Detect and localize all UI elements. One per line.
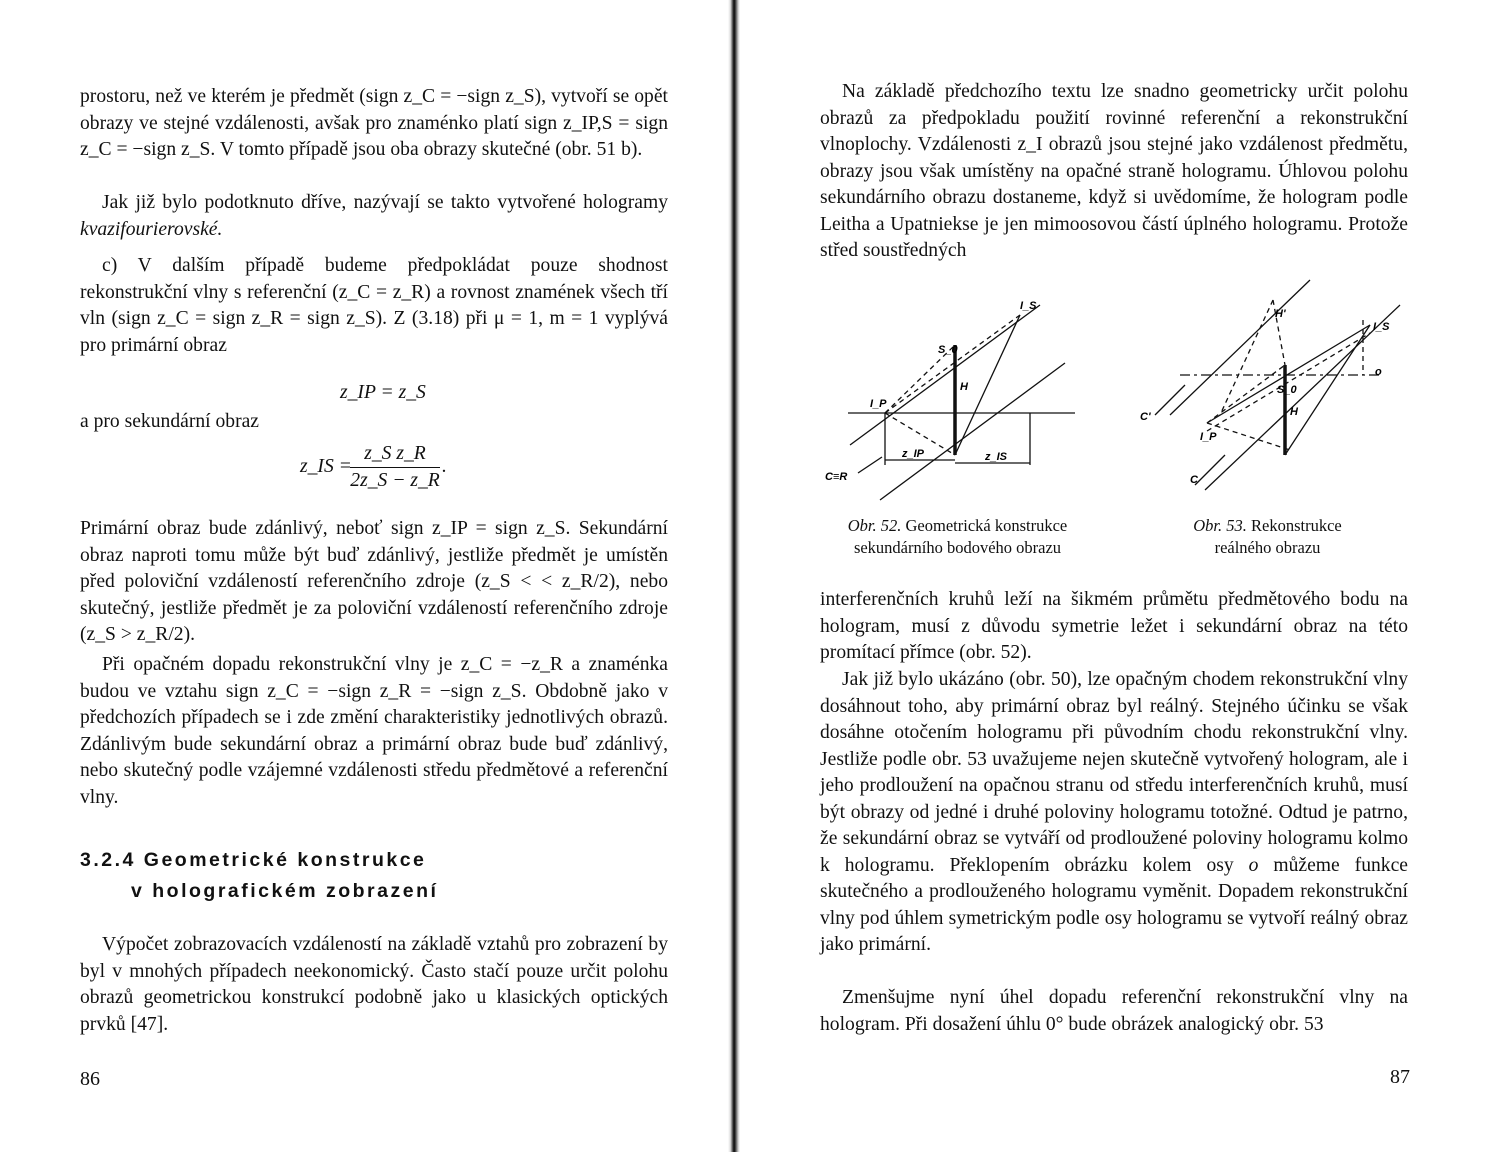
- right-para-2: interferenčních kruhů leží na šikmém průmětu předmětového bodu na hologram, musí z důvodu symetrie ležet i sekundární obraz na této promítací přímce (obr. 52).: [820, 589, 1408, 663]
- figure-52-caption: [820, 515, 1095, 559]
- fig53-arrow-c: [1195, 455, 1225, 485]
- fig53-ray2: [1207, 325, 1370, 423]
- fig52-caption-line2: sekundárního bodového obrazu: [853, 538, 1062, 557]
- fig53-ray4: [1207, 365, 1285, 423]
- fig52-label-ip: I_P: [870, 398, 887, 410]
- fig53-caption-line1: Rekonstrukce: [1251, 516, 1342, 535]
- fig52-label-cr: C≡R: [825, 471, 848, 483]
- fig53-arrow-c1: [1155, 385, 1185, 415]
- figure-53-diagram: [1135, 275, 1410, 505]
- fig52-label-zis: z_IS: [985, 451, 1008, 463]
- left-para-3: c) V dalším případě budeme předpokládat pouze shodnost rekonstrukční vlny s referenční (z_C = z_R) a rovnost znamének všech tří vln (sign z_C = sign z_R = sign z_S). Z (3.18) při μ = 1, m = 1 vyplývá pro primární obraz: [80, 255, 668, 356]
- right-para-1: Na základě předchozího textu lze snadno geometricky určit polohu obrazů za předpokladu použití rovinné referenční a rekonstrukční vlnoplochy. Vzdálenosti z_I obrazů jsou stejné jako vzdálenost předmětu, obrazy jsou však umístěny na opačné straně hologramu. Úhlovou polohu sekundárního obrazu dostaneme, když si uvědomíme, že hologram podle Leitha a Upatniekse je jen mimoosovou částí úplného hologramu. Protože střed soustředných: [820, 81, 1408, 261]
- fig53-caption-line2: reálného obrazu: [1214, 538, 1321, 557]
- fig52-caption-num: Obr. 52.: [847, 516, 902, 535]
- fig53-caption-num: Obr. 53.: [1193, 516, 1247, 535]
- equation-zis-fraction: [350, 443, 440, 492]
- equation-zis-lhs: z_IS =: [300, 456, 352, 477]
- equation-zis-period: .: [442, 456, 447, 477]
- left-para-5: Primární obraz bude zdánlivý, neboť sign z_IP = sign z_S. Sekundární obraz naproti tomu může být buď zdánlivý, jestliže předmět je umístěn před poloviční vzdáleností referenčního zdroje (z_S < < z_R/2), nebo skutečný, jestliže předmět je za poloviční vzdáleností referenčního zdroje (z_S > z_R/2).: [80, 518, 668, 645]
- fig53-ray1: [1285, 325, 1370, 455]
- left-para-1: prostoru, než ve kterém je předmět (sign z_C = −sign z_S), vytvoří se opět obrazy ve stejné vzdálenosti, avšak pro znaménko platí sign z_IP,S = sign z_C = −sign z_S. V tomto případě jsou oba obrazy skutečné (obr. 51 b).: [80, 86, 668, 160]
- section-heading-line2: v holografickém zobrazení: [131, 880, 439, 902]
- fig53-label-ip: I_P: [1200, 431, 1217, 443]
- fig52-ref-line: [880, 363, 1065, 500]
- right-para-4: Zmenšujme nyní úhel dopadu referenční rekonstrukční vlny na hologram. Při dosažení úhlu 0° bude obrázek analogický obr. 53: [820, 987, 1408, 1035]
- fig52-label-so: S_0: [938, 344, 958, 356]
- fig52-label-zip: z_IP: [902, 448, 925, 460]
- fig53-label-h: H: [1290, 406, 1298, 418]
- fig53-label-h1: H': [1275, 308, 1286, 320]
- left-para-6: Při opačném dopadu rekonstrukční vlny je z_C = −z_R a znaménka budou ve vztahu sign z_C = −sign z_R = −sign z_S. Obdobně jako v předchozích případech se i zde změní charakteristiky jednotlivých obrazů. Zdánlivým bude sekundární obraz a primární obraz bude buď zdánlivý, nebo skutečný podle vzájemné vzdálenosti středu předmětové a referenční vlny.: [80, 654, 668, 808]
- fig53-label-so: S_0: [1277, 384, 1297, 396]
- fig53-ray5: [1207, 423, 1290, 450]
- fig52-hologram-line: [850, 305, 1040, 445]
- figure-53-caption: [1155, 515, 1380, 559]
- page-number-left: 86: [80, 1068, 100, 1090]
- figure-52-diagram: [810, 295, 1085, 505]
- equation-zip: z_IP = z_S: [340, 382, 426, 403]
- section-heading-line1: 3.2.4 Geometrické konstrukce: [80, 849, 427, 871]
- fig53-label-o: o: [1375, 366, 1382, 378]
- fig53-ray3: [1207, 333, 1370, 431]
- fig53-label-is: I_S: [1373, 321, 1390, 333]
- fig52-arrow: [858, 457, 882, 473]
- left-para-7: Výpočet zobrazovacích vzdáleností na základě vztahů pro zobrazení by byl v mnohých případech neekonomický. Často stačí pouze určit polohu obrazů geometrickou konstrukcí podobně jako u klasických optických prvků [47].: [80, 934, 668, 1035]
- fig52-label-is: I_S: [1020, 300, 1037, 312]
- fig53-label-c: C: [1190, 474, 1198, 486]
- left-page: [0, 0, 735, 1152]
- fig52-label-h: H: [960, 381, 968, 393]
- fig53-label-c1: C': [1140, 411, 1151, 423]
- fig52-caption-line1: Geometrická konstrukce: [905, 516, 1068, 535]
- left-para-4: a pro sekundární obraz: [80, 411, 259, 432]
- fig53-ref-line: [1205, 305, 1400, 490]
- fig52-ray2: [885, 315, 1020, 413]
- right-para-3: Jak již bylo ukázáno (obr. 50), lze opačným chodem rekonstrukční vlny dosáhnout toho, aby primární obraz byl reálný. Stejného účinku se však dosáhne otočením hologramu při původním chodu rekonstrukční vlny. Jestliže podle obr. 53 uvažujeme nejen skutečně vytvořený hologram, ale i jeho prodloužení na opačnou stranu od středu interferenčních kruhů, musí být obrazy od jedné i druhé poloviny hologramu totožné. Odtud je patrno, že sekundární obraz se vytváří od prodloužené poloviny hologramu kolmo k hologramu. Překlopením obrázku kolem osy o můžeme funkce skutečného a prodlouženého hologramu vyměnit. Dopadem rekonstrukční vlny pod úhlem symetrickým podle osy hologramu se vytvoří reálný obraz jako primární.: [820, 669, 1408, 955]
- equation-zis-denominator: 2z_S − z_R: [350, 470, 440, 491]
- page-number-right: 87: [1390, 1066, 1410, 1088]
- equation-zis-numerator: z_S z_R: [350, 443, 440, 468]
- fig53-ray6: [1220, 300, 1273, 415]
- left-para-2: Jak již bylo podotknuto dříve, nazývají se takto vytvořené hologramy kvazifourierovské.: [80, 192, 668, 240]
